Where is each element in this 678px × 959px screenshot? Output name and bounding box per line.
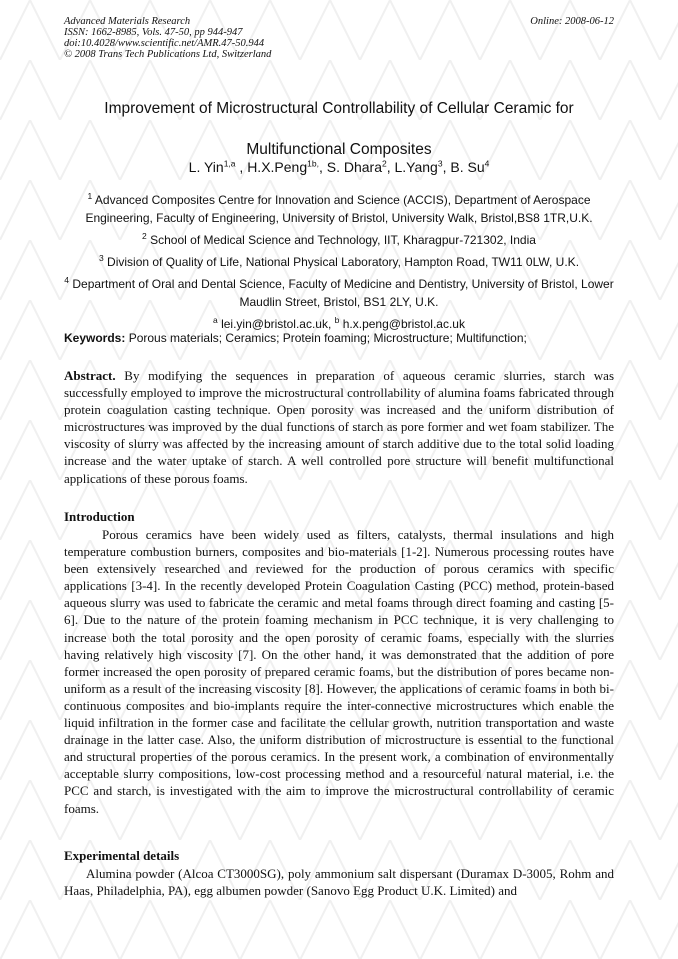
affiliation: $^4$ Department of Oral and Dental Science, Faculty of Medicine and Dentistry, University of Bristol, Lower Maudlin Street, Bristol, BS1 2LY, U.K.: [64, 275, 614, 309]
email-link[interactable]: lei.yin@bristol.ac.uk: [221, 317, 328, 331]
abstract-text: By modifying the sequences in preparation of aqueous ceramic slurries, starch was successfully employed to improve the microstructural controllability of alumina foams fabricated through protein coagulation casting technique. Open porosity was increased and the uniform distribution of microstructures was improved by the dual functions of starch as pore former and wet foam stabilizer. The viscosity of slurry was affected by the increasing amount of starch additive due to the total solid loading increase and the water uptake of starch. A well controlled pore structure will benefit multifunctional applications of these porous foams.: [64, 368, 615, 486]
author: S. Dhara$^2$,: [326, 158, 395, 175]
section-heading-introduction: Introduction: [64, 509, 135, 524]
issn: ISSN: 1662-8985, Vols. 47-50, pp 944-947: [64, 27, 243, 38]
journal-name: Advanced Materials Research: [64, 16, 191, 27]
email-line: $^a$ lei.yin@bristol.ac.uk, $^b$ h.x.peng@bristol.ac.uk: [213, 315, 465, 331]
affiliation-list: [64, 187, 614, 333]
author: L.Yang$^3$,: [394, 158, 451, 175]
abstract-label: Abstract.: [64, 368, 116, 383]
paper-title: Improvement of Microstructural Controllability of Cellular Ceramic for Multifunctional Composites: [104, 100, 574, 158]
author: L. Yin$^{1,a}$ ,: [188, 158, 248, 175]
affiliation: $^2$ School of Medical Science and Technology, IIT, Kharagpur-721302, India: [142, 231, 536, 247]
online-date: Online: 2008-06-12: [530, 16, 614, 27]
keywords-text: Porous materials; Ceramics; Protein foaming; Microstructure; Multifunction;: [128, 331, 527, 345]
introduction-text: Porous ceramics have been widely used as filters, catalysts, thermal insulations and high temperature combustion burners, composites and bio-materials [1-2]. Numerous processing routes have been extensively researched and reviewed for the production of porous ceramics with specific applications [3-4]. In the recently developed Protein Coagulation Casting (PCC) method, protein-based aqueous slurry was used to fabricate the ceramic and metal foams through direct foaming and casting [5-6]. Due to the nature of the protein foaming mechanism in PCC technique, it is very challenging to increase both the total porosity and the open porosity of ceramic foams, especially with the slurries having relatively high viscosity [7]. On the other hand, it was demonstrated that the addition of pore former increased the open porosity of prepared ceramic foams, but the distribution of pores became non-uniform as a result of the increasing viscosity [8]. However, the applications of ceramic foams in both bi-continuous composites and bio-implants require the inter-connective microstructures which enable the liquid infiltration in the former case and facilitate the cellular growth, nutrition transportation and waste drainage in the latter case. Also, the uniform distribution of microstructure is essential to the functional and structural properties of the porous ceramics. In the present work, a combination of environmentally acceptable slurry compositions, low-cost processing method and a resourceful natural material, i.e. the PCC and starch, is investigated with the aim to improve the microstructural controllability of ceramic foams.: [64, 527, 614, 816]
affiliation: $^3$ Division of Quality of Life, National Physical Laboratory, Hampton Road, TW11 0LW, U.K.: [98, 253, 580, 269]
abstract: [64, 367, 614, 487]
affiliation: $^1$ Advanced Composites Centre for Innovation and Science (ACCIS), Department of Aerospace Engineering, Faculty of Engineering, University of Bristol, University Walk, Bristol,BS8 1TR,U.K.: [85, 191, 593, 225]
keywords: [64, 331, 614, 345]
journal-header: [64, 16, 614, 60]
section-heading-experimental: Experimental details: [64, 848, 180, 863]
author: H.X.Peng$^{1b,}$,: [247, 158, 327, 175]
experimental-text: Alumina powder (Alcoa CT3000SG), poly ammonium salt dispersant (Duramax D-3005, Rohm and Haas, Philadelphia, PA), egg albumen powder (Sanovo Egg Product U.K. Limited) and: [64, 866, 614, 899]
author: B. Su$^4$: [450, 158, 490, 175]
doi: doi:10.4028/www.scientific.net/AMR.47-50.944: [64, 38, 265, 49]
copyright: © 2008 Trans Tech Publications Ltd, Switzerland: [64, 49, 272, 60]
keywords-label: Keywords:: [64, 331, 126, 345]
email-link[interactable]: h.x.peng@bristol.ac.uk: [342, 317, 465, 331]
author-list: [64, 158, 614, 175]
